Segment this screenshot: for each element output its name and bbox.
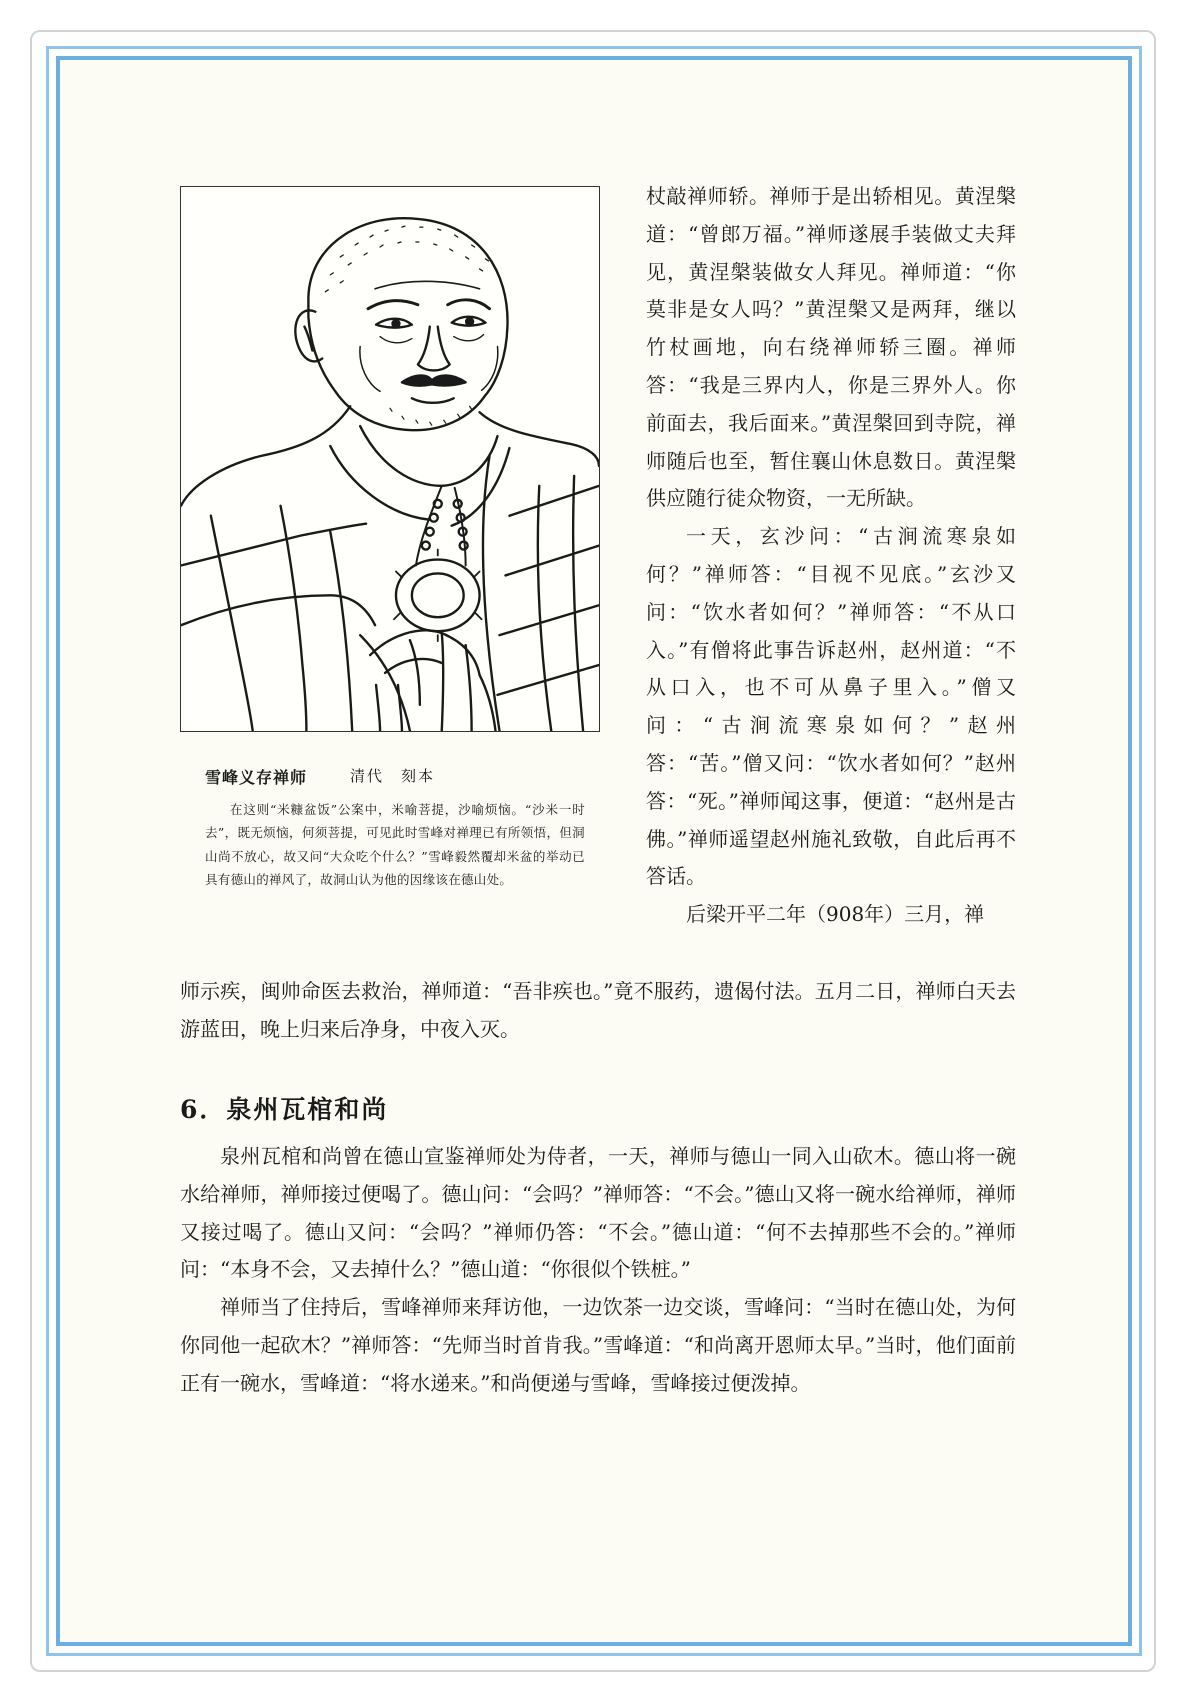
full-width-text [180,973,1016,1049]
paragraph-continuation: 师示疾，闽帅命医去救治，禅师道：“吾非疾也。”竟不服药，遗偈付法。五月二日，禅师白天去游蓝田，晚上归来后净身，中夜入灭。 [180,979,1016,1041]
paragraph: 杖敲禅师轿。禅师于是出轿相见。黄涅槃道：“曾郎万福。”禅师遂展手装做丈夫拜见，黄涅槃装做女人拜见。禅师道：“你莫非是女人吗？”黄涅槃又是两拜，继以竹杖画地，向右绕禅师轿三圈。禅师答：“我是三界内人，你是三界外人。你前面去，我后面来。”黄涅槃回到寺院，禅师随后也至，暂住襄山休息数日。黄涅槃供应随行徒众物资，一无所缺。 [646,184,1016,511]
figure-caption-body: 在这则“米糠盆饭”公案中，米喻菩提，沙喻烦恼。“沙米一时去”，既无烦恼，何须菩提，可见此时雪峰对禅理已有所领悟，但洞山尚不放心，故又问“大众吃个什么？”雪峰毅然覆却米盆的举动已具有德山的禅风了，故洞山认为他的因缘该在德山处。 [205,802,585,887]
figure-caption-title: 雪峰义存禅师 [205,768,308,787]
paragraph: 禅师当了住持后，雪峰禅师来拜访他，一边饮茶一边交谈，雪峰问：“当时在德山处，为何你同他一起砍木？”禅师答：“先师当时首肯我。”雪峰道：“和尚离开恩师太早。”当时，他们面前正有一碗水，雪峰道：“将水递来。”和尚便递与雪峰，雪峰接过便泼掉。 [180,1295,1016,1395]
portrait-illustration [180,186,600,732]
section-body [180,1138,1016,1403]
paragraph: 泉州瓦棺和尚曾在德山宣鉴禅师处为侍者，一天，禅师与德山一同入山砍木。德山将一碗水给禅师，禅师接过便喝了。德山问：“会吗？”禅师答：“不会。”德山又将一碗水给禅师，禅师又接过喝了。德山又问：“会吗？”禅师仍答：“不会。”德山道：“何不去掉那些不会的。”禅师问：“本身不会，又去掉什么？”德山道：“你很似个铁桩。” [180,1144,1016,1282]
paragraph-start: 后梁开平二年（908年）三月，禅 [686,902,985,927]
figure-caption-meta: 清代 刻本 [350,767,436,785]
paragraph: 一天，玄沙问：“古涧流寒泉如何？”禅师答：“目视不见底。”玄沙又问：“饮水者如何？”禅师答：“不从口入。”有僧将此事告诉赵州，赵州道：“不从口入，也不可从鼻子里入。”僧又问：“古涧流寒泉如何？”赵州答：“苦。”僧又问：“饮水者如何？”赵州答：“死。”禅师闻这事，便道：“赵州是古佛。”禅师遥望赵州施礼致敬，自此后再不答话。 [646,524,1016,889]
right-column-text [646,178,1016,934]
section-heading: 6．泉州瓦棺和尚 [180,1095,389,1124]
